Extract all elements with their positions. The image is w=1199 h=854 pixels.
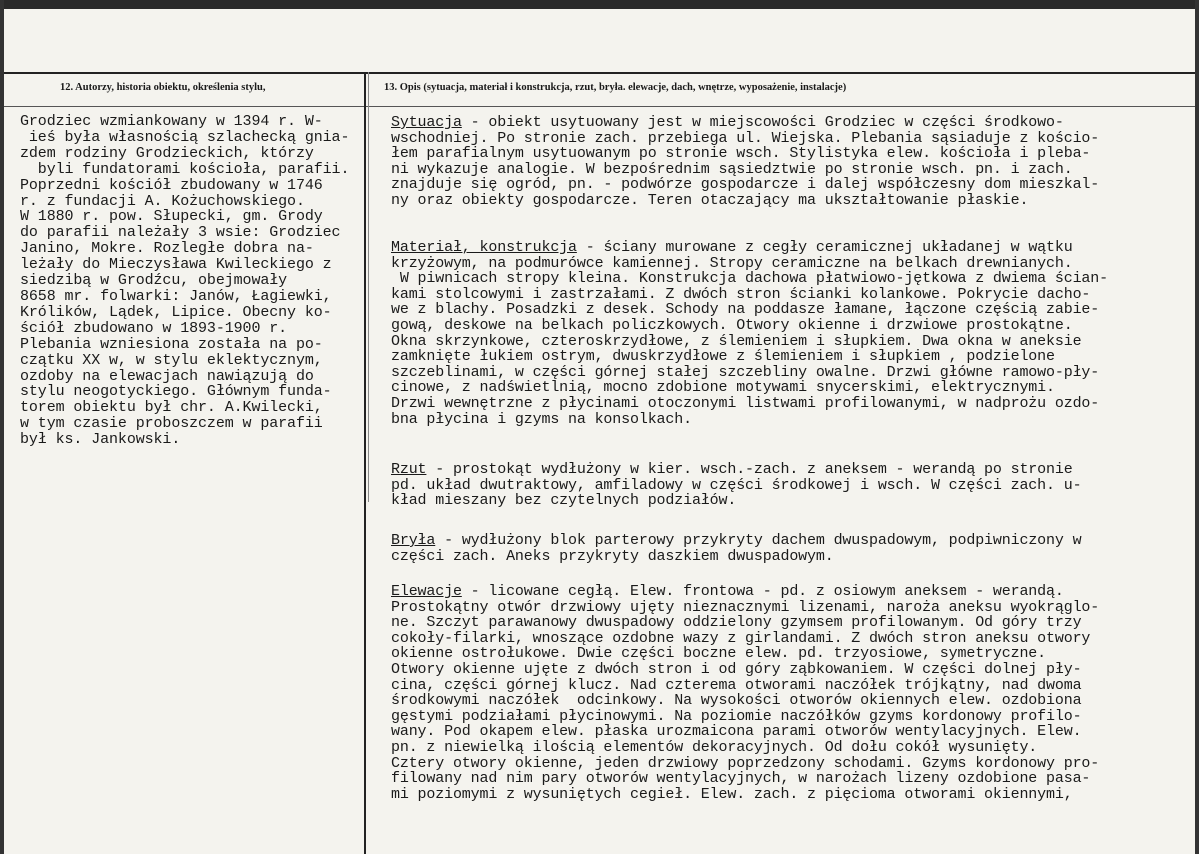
section-bryla	[391, 533, 1081, 564]
section-body: - prostokąt wydłużony w kier. wsch.-zach. z aneksem - werandą po stronie pd. układ dwutraktowy, amfiladowy w części środkowej i wsch. W części zach. u- kład mieszany bez czytelnych podziałów.	[391, 461, 1082, 510]
page-left-edge	[0, 0, 4, 854]
section-elewacje	[391, 584, 1099, 802]
right-column-header: 13. Opis (sytuacja, materiał i konstrukcja, rzut, bryła. elewacje, dach, wnętrze, wyposażenie, instalacje)	[384, 82, 847, 93]
column-divider	[364, 72, 366, 854]
column-divider-secondary	[368, 72, 369, 502]
section-sytuacja	[391, 115, 1099, 209]
section-material	[391, 240, 1108, 427]
section-label: Rzut	[391, 461, 427, 478]
section-label: Elewacje	[391, 583, 462, 600]
section-body: - ściany murowane z cegły ceramicznej układanej w wątku krzyżowym, na podmurówce kamiennej. Stropy ceramiczne na belkach drewnianych. W piwnicach stropy kleina. Konstrukcja dachowa płatwiowo-jętkowa z dwiema ścian- kami stolcowymi i zastrzałami. Z dwóch stron ścianki kolankowe. Pokrycie dacho- we z blachy. Posadzki z desek. Schody na poddasze łamane, łączone częścią zabie- gową, deskowe na belkach policzkowych. Otwory okienne i drzwiowe prostokątne. Okna skrzynkowe, czteroskrzydłowe, z ślemieniem i słupkiem. Dwa okna w aneksie zamknięte łukiem ostrym, dwuskrzydłowe z ślemieniem i słupkiem , podzielone szczeblinami, w części górnej stałej szczebliny owalne. Drzwi główne ramowo-pły- cinowe, z nadświetlnią, mocno zdobione motywami snycerskimi, elektrycznymi. Drzwi wewnętrzne z płycinami otoczonymi listwami profilowanymi, w nadprożu ozdo- bna płycina i gzyms na konsolkach.	[391, 239, 1108, 428]
history-text: Grodziec wzmiankowany w 1394 r. W- ieś była własnością szlachecką gnia- zdem rodziny Grodzieckich, którzy byli fundatorami kościoła, parafii. Poprzedni kościół zbudowany w 1746 r. z fundacji A. Kożuchowskiego. W 1880 r. pow. Słupecki, gm. Grody do parafii należały 3 wsie: Grodziec Janino, Mokre. Rozległe dobra na- leżały do Mieczysława Kwileckiego z siedzibą w Grodźcu, obejmowały 8658 mr. folwarki: Janów, Łagiewki, Królików, Lądek, Lipice. Obecny ko- ściół zbudowano w 1893-1900 r. Plebania wzniesiona została na po- czątku XX w, w stylu eklektycznym, ozdoby na elewacjach nawiązują do stylu neogotyckiego. Głównym funda- torem obiektu był chr. A.Kwilecki, w tym czasie proboszczem w parafii był ks. Jankowski.	[20, 113, 350, 449]
section-body: - licowane cegłą. Elew. frontowa - pd. z osiowym aneksem - werandą. Prostokątny otwór drzwiowy ujęty nieznacznymi lizenami, naroża aneksu wyokrąglo- ne. Szczyt parawanowy dwuspadowy oddzielony gzymsem profilowanym. Od góry trzy cokoły-filarki, wnoszące ozdobne wazy z girlandami. Z dwóch stron aneksu otwory okienne ostrołukowe. Dwie części boczne elew. pd. trzyosiowe, symetryczne. Otwory okienne ujęte z dwóch stron i od góry ząbkowaniem. W części dolnej pły- cina, części górnej klucz. Nad czterema otworami naczółek trójkątny, nad dwoma środkowymi naczółek odcinkowy. Na wysokości otworów okiennych elew. ozdobiona gęstymi podziałami płycinowymi. Na poziomie naczółków gzyms kordonowy profilo- wany. Pod okapem elew. płaska urozmaicona parami otworów wentylacyjnych. Elew. pn. z niewielką ilością elementów dekoracyjnych. Od dołu cokół wysunięty. Cztery otwory okienne, jeden drzwiowy poprzedzony schodami. Gzyms kordonowy pro- filowany nad nim pary otworów wentylacyjnych, w narożach lizeny ozdobione pasa- mi poziomymi z wysuniętych cegieł. Elew. zach. z pięcioma otworami okiennymi,	[391, 583, 1100, 803]
page-right-edge	[1195, 0, 1199, 854]
header-rule	[4, 72, 1195, 74]
section-body: - obiekt usytuowany jest w miejscowości Grodziec w części środkowo- wschodniej. Po stronie zach. przebiega ul. Wiejska. Plebania sąsiaduje z kościo- łem parafialnym usytuowanym po stronie wsch. Stylistyka elew. kościoła i pleba- ni wykazuje analogie. W bezpośrednim sąsiedztwie po stronie wsch. pn. i zach. znajduje się ogród, pn. - podwórze gospodarcze i dalej współczesny dom mieszkal- ny oraz obiekty gospodarcze. Teren otaczający ma ukształtowanie płaskie.	[391, 114, 1100, 209]
section-label: Bryła	[391, 532, 436, 549]
left-column-header: 12. Autorzy, historia obiektu, określenia stylu,	[60, 82, 266, 93]
section-body: - wydłużony blok parterowy przykryty dachem dwuspadowym, podpiwniczony w części zach. Aneks przykryty daszkiem dwuspadowym.	[391, 532, 1082, 565]
header-rule-lower	[4, 106, 1195, 107]
section-rzut	[391, 462, 1081, 509]
section-label: Materiał, konstrukcja	[391, 239, 577, 256]
page-top-edge	[0, 0, 1199, 9]
section-label: Sytuacja	[391, 114, 462, 131]
